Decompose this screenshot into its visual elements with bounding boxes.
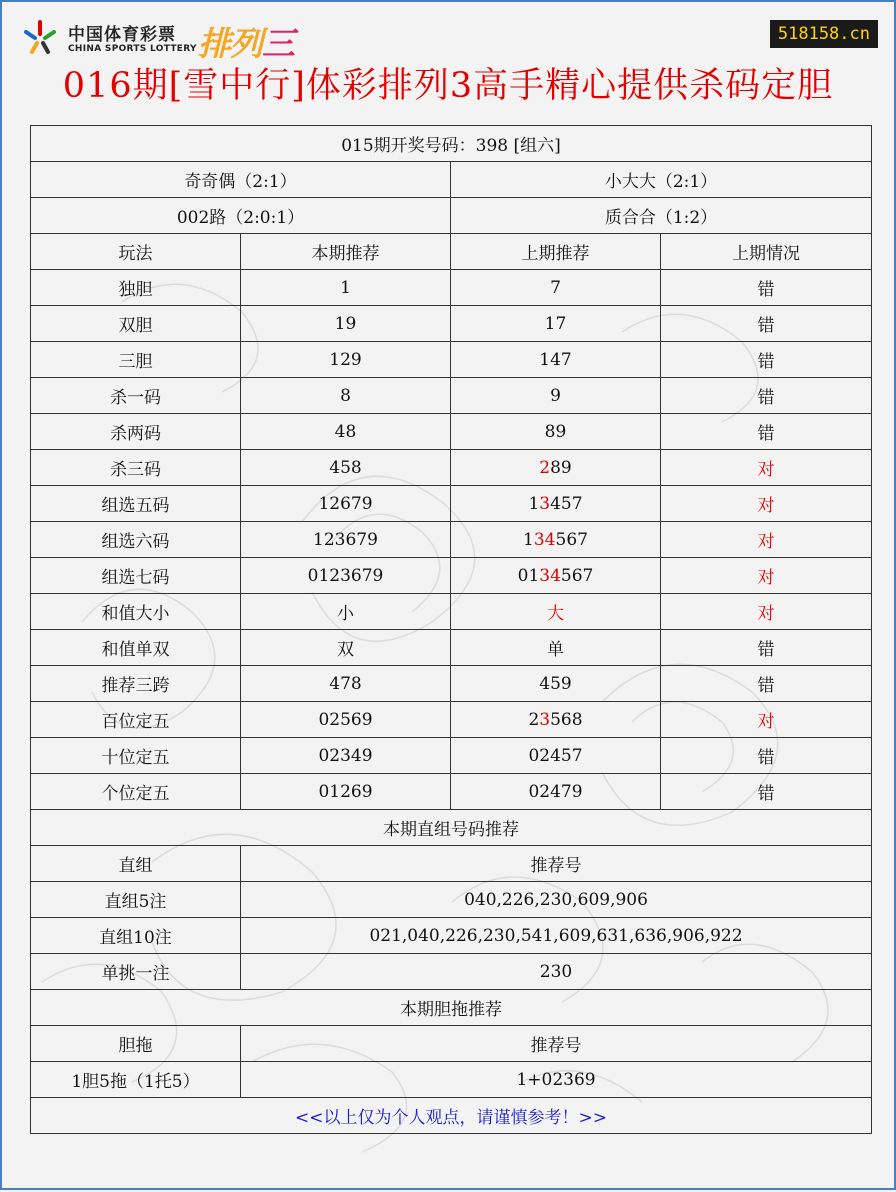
note-row xyxy=(31,1098,872,1134)
play-cell: 杀一码 xyxy=(31,378,241,414)
direct-section-row xyxy=(31,810,872,846)
prediction-row xyxy=(31,594,872,630)
play-cell: 组选六码 xyxy=(31,522,241,558)
lottery-star-icon xyxy=(20,18,60,58)
dantuo-header-row xyxy=(31,1026,872,1062)
dantuo-value: 1+02369 xyxy=(241,1062,872,1098)
result-cell: 错 xyxy=(661,666,872,702)
play-cell: 独胆 xyxy=(31,270,241,306)
prediction-table xyxy=(30,125,872,1134)
previous-pick-segment: 34 xyxy=(539,565,561,586)
prediction-row xyxy=(31,306,872,342)
page-title: 016期[雪中行]体彩排列3高手精心提供杀码定胆 xyxy=(62,66,834,106)
previous-pick-cell xyxy=(451,738,661,774)
current-pick-cell: 0123679 xyxy=(241,558,451,594)
direct-header-value: 推荐号 xyxy=(241,846,872,882)
direct-row xyxy=(31,954,872,990)
previous-pick-segment: 1 xyxy=(528,493,540,514)
play-cell: 杀两码 xyxy=(31,414,241,450)
previous-pick-cell xyxy=(451,702,661,738)
direct-value: 040,226,230,609,906 xyxy=(241,882,872,918)
previous-pick-cell xyxy=(451,414,661,450)
disclaimer-note: <<以上仅为个人观点，请谨慎参考！>> xyxy=(31,1098,872,1134)
logo-game-number: 三 xyxy=(262,24,294,63)
previous-pick-segment: 2 xyxy=(539,457,551,478)
previous-pick-segment: 7 xyxy=(550,277,561,298)
previous-pick-segment: 02457 xyxy=(528,745,583,766)
prime-cell: 质合合（1:2） xyxy=(451,198,872,234)
column-header: 玩法 xyxy=(31,234,241,270)
current-pick-cell: 1 xyxy=(241,270,451,306)
play-cell: 和值大小 xyxy=(31,594,241,630)
odd-even-cell: 奇奇偶（2:1） xyxy=(31,162,451,198)
result-cell: 对 xyxy=(661,486,872,522)
current-pick-cell: 02569 xyxy=(241,702,451,738)
road-prime-row xyxy=(31,198,872,234)
road-cell: 002路（2:0:1） xyxy=(31,198,451,234)
previous-pick-segment: 02479 xyxy=(528,781,583,802)
previous-pick-cell xyxy=(451,378,661,414)
play-cell: 三胆 xyxy=(31,342,241,378)
logo-game-text: 排列 xyxy=(198,24,262,63)
prediction-row xyxy=(31,450,872,486)
direct-label: 直组10注 xyxy=(31,918,241,954)
previous-pick-cell xyxy=(451,630,661,666)
previous-pick-segment: 459 xyxy=(539,673,572,694)
current-pick-cell: 48 xyxy=(241,414,451,450)
prediction-row xyxy=(31,630,872,666)
previous-pick-segment: 34 xyxy=(533,529,556,550)
direct-value: 021,040,226,230,541,609,631,636,906,922 xyxy=(241,918,872,954)
draw-row xyxy=(31,126,872,162)
previous-pick-segment: 1 xyxy=(523,529,534,550)
logo-english-text: CHINA SPORTS LOTTERY xyxy=(68,44,197,54)
prediction-row xyxy=(31,378,872,414)
prediction-row xyxy=(31,738,872,774)
result-cell: 错 xyxy=(661,378,872,414)
odd-even-size-row xyxy=(31,162,872,198)
current-pick-cell: 小 xyxy=(241,594,451,630)
previous-pick-segment: 3 xyxy=(539,493,551,514)
play-cell: 推荐三跨 xyxy=(31,666,241,702)
previous-pick-segment: 01 xyxy=(517,565,540,586)
logo-chinese-text: 中国体育彩票 xyxy=(68,25,176,45)
previous-pick-segment: 2 xyxy=(528,709,540,730)
previous-pick-cell xyxy=(451,270,661,306)
dantuo-header-value: 推荐号 xyxy=(241,1026,872,1062)
previous-pick-cell xyxy=(451,594,661,630)
direct-row xyxy=(31,918,872,954)
current-pick-cell: 01269 xyxy=(241,774,451,810)
play-cell: 杀三码 xyxy=(31,450,241,486)
previous-pick-cell xyxy=(451,306,661,342)
direct-value: 230 xyxy=(241,954,872,990)
current-pick-cell: 129 xyxy=(241,342,451,378)
lottery-logo xyxy=(20,18,320,62)
previous-pick-segment: 17 xyxy=(544,313,567,334)
result-cell: 错 xyxy=(661,774,872,810)
current-pick-cell: 478 xyxy=(241,666,451,702)
previous-pick-cell xyxy=(451,666,661,702)
play-cell: 和值单双 xyxy=(31,630,241,666)
result-cell: 对 xyxy=(661,594,872,630)
prediction-row xyxy=(31,558,872,594)
previous-pick-cell xyxy=(451,558,661,594)
previous-pick-segment: 568 xyxy=(550,709,583,730)
current-pick-cell: 02349 xyxy=(241,738,451,774)
play-cell: 组选七码 xyxy=(31,558,241,594)
play-cell: 双胆 xyxy=(31,306,241,342)
current-pick-cell: 19 xyxy=(241,306,451,342)
prediction-row xyxy=(31,702,872,738)
prediction-row xyxy=(31,414,872,450)
play-cell: 百位定五 xyxy=(31,702,241,738)
column-header-row xyxy=(31,234,872,270)
dantuo-row xyxy=(31,1062,872,1098)
previous-pick-segment: 567 xyxy=(560,565,594,586)
current-pick-cell: 双 xyxy=(241,630,451,666)
dantuo-label: 1胆5拖（1托5） xyxy=(31,1062,241,1098)
previous-pick-segment: 3 xyxy=(539,709,551,730)
prediction-row xyxy=(31,486,872,522)
column-header: 上期推荐 xyxy=(451,234,661,270)
result-cell: 错 xyxy=(661,270,872,306)
current-pick-cell: 123679 xyxy=(241,522,451,558)
previous-pick-segment: 89 xyxy=(550,457,572,478)
previous-pick-cell xyxy=(451,450,661,486)
result-cell: 错 xyxy=(661,738,872,774)
current-pick-cell: 458 xyxy=(241,450,451,486)
result-cell: 错 xyxy=(661,414,872,450)
direct-section-title: 本期直组号码推荐 xyxy=(31,810,872,846)
prediction-row xyxy=(31,774,872,810)
dantuo-section-row xyxy=(31,990,872,1026)
previous-pick-cell xyxy=(451,342,661,378)
previous-pick-segment: 单 xyxy=(547,640,564,660)
previous-pick-cell xyxy=(451,774,661,810)
prediction-row xyxy=(31,666,872,702)
result-cell: 错 xyxy=(661,306,872,342)
direct-header-label: 直组 xyxy=(31,846,241,882)
direct-label: 直组5注 xyxy=(31,882,241,918)
result-cell: 对 xyxy=(661,522,872,558)
result-cell: 错 xyxy=(661,342,872,378)
result-cell: 对 xyxy=(661,558,872,594)
prediction-row xyxy=(31,522,872,558)
previous-pick-segment: 9 xyxy=(550,385,561,406)
current-pick-cell: 8 xyxy=(241,378,451,414)
current-pick-cell: 12679 xyxy=(241,486,451,522)
dantuo-header-label: 胆拖 xyxy=(31,1026,241,1062)
prediction-row xyxy=(31,342,872,378)
prediction-row xyxy=(31,270,872,306)
previous-pick-cell xyxy=(451,522,661,558)
column-header: 上期情况 xyxy=(661,234,872,270)
direct-label: 单挑一注 xyxy=(31,954,241,990)
previous-pick-segment: 147 xyxy=(539,349,572,370)
result-cell: 错 xyxy=(661,630,872,666)
previous-pick-segment: 567 xyxy=(555,529,588,550)
draw-result-cell: 015期开奖号码：398 [组六] xyxy=(31,126,872,162)
play-cell: 个位定五 xyxy=(31,774,241,810)
size-cell: 小大大（2:1） xyxy=(451,162,872,198)
play-cell: 十位定五 xyxy=(31,738,241,774)
play-cell: 组选五码 xyxy=(31,486,241,522)
result-cell: 对 xyxy=(661,702,872,738)
direct-header-row xyxy=(31,846,872,882)
previous-pick-segment: 89 xyxy=(544,421,567,442)
site-badge[interactable]: 518158.cn xyxy=(770,20,878,48)
result-cell: 对 xyxy=(661,450,872,486)
direct-row xyxy=(31,882,872,918)
previous-pick-segment: 457 xyxy=(550,493,583,514)
previous-pick-segment: 大 xyxy=(547,604,564,624)
dantuo-section-title: 本期胆拖推荐 xyxy=(31,990,872,1026)
previous-pick-cell xyxy=(451,486,661,522)
column-header: 本期推荐 xyxy=(241,234,451,270)
